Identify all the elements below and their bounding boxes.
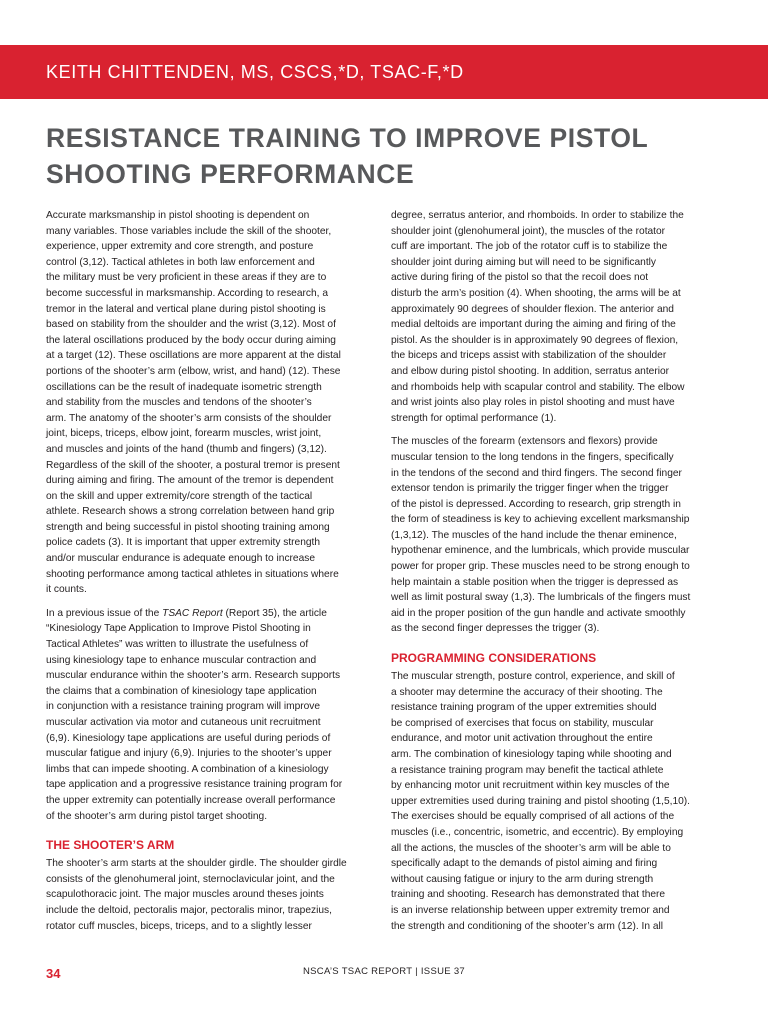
text-line: portions of the shooter’s arm (elbow, wrist, and hand) (12). These [46,365,341,377]
text-line: police cadets (3). It is important that upper extremity strength [46,537,321,549]
text-line: and muscles and joints of the hand (thumb and fingers) (3,12). [46,443,327,455]
text-line: and rhomboids help with scapular control and stability. The elbow [391,381,685,393]
text-line: medial deltoids are important during the aiming and firing of the [391,319,676,331]
text-line: approximately 90 degrees of shoulder flexion. The anterior and [391,303,674,315]
article-title [46,120,726,192]
text-line: strength and being successful in pistol shooting training among [46,521,330,533]
text-line: (1,3,12). The muscles of the hand include the thenar eminence, [391,529,677,541]
text-line: muscular fatigue and injury (6,9). Injuries to the shooter’s upper [46,748,332,760]
text-line: arm. The combination of kinesiology taping while shooting and [391,749,672,760]
text-line: the biceps and triceps assist with stabilization of the shoulder [391,350,667,362]
text-line: power for proper grip. These muscles need to be strong enough to [391,561,690,573]
text-line: is an inverse relationship between upper extremity tremor and [391,904,670,916]
text-line: and stability from the muscles and tendons of the shooter’s [46,397,312,409]
text-line: as the second finger depresses the trigger (3). [391,623,600,635]
text-line: (6,9). Kinesiology tape applications are useful during periods of [46,732,331,744]
section-heading: PROGRAMMING CONSIDERATIONS [391,651,597,666]
text-line: resistance training program of the upper extremities should [391,702,657,714]
text-line: cuff are important. The job of the rotator cuff is to stabilize the [391,241,668,253]
text-line: shoulder joint (glenohumeral joint), the muscles of the rotator [391,225,666,237]
text-line: help maintain a stable position when the trigger is depressed as [391,576,679,588]
author-banner [0,45,768,99]
text-line: include the deltoid, pectoralis major, pectoralis minor, trapezius, [46,904,332,916]
text-line: degree, serratus anterior, and rhomboids. In order to stabilize the [391,210,684,221]
text-line: shooting performance among tactical athletes in situations where [46,568,339,580]
publication-title: TSAC Report [162,607,223,619]
text-line: scapulothoracic joint. The major muscles around theses joints [46,889,324,901]
footer-publication: NSCA’S TSAC REPORT | ISSUE 37 [303,966,465,977]
author-name: KEITH CHITTENDEN, MS, CSCS,*D, TSAC-F,*D [46,62,464,82]
text-line: control (3,12). Tactical athletes in both law enforcement and [46,256,315,268]
text-line: a resistance training program may benefit the tactical athlete [391,764,664,776]
text-line: hypothenar eminence, and the lumbricals, which provide muscular [391,545,690,557]
paragraph [391,434,723,637]
text-line: be comprised of exercises that focus on stability, muscular [391,717,654,729]
text-line: muscular endurance within the shooter’s arm. Research supports [46,670,341,682]
text-line: pistol. As the shoulder is in approximately 90 degrees of flexion, [391,334,679,346]
paragraph [46,606,378,824]
text-line: The exercises should be equally comprised of all actions of the [391,811,675,823]
text-line: athlete. Research shows a strong correlation between hand grip [46,506,335,518]
text-line: arm. The anatomy of the shooter’s arm consists of the shoulder [46,412,332,424]
text-line: consists of the glenohumeral joint, sternoclavicular joint, and the [46,873,335,885]
text-line: on the skill and upper extremity/core strength of the tactical [46,490,313,502]
text-line: the claims that a combination of kinesiology tape application [46,685,317,697]
text-line: upper extremities used during training and pistol shooting (1,5,10). [391,795,691,807]
text-line: in conjunction with a resistance training program will improve [46,701,321,713]
text-line: Accurate marksmanship in pistol shooting is dependent on [46,210,310,221]
text-line: at a target (12). These oscillations are more apparent at the distal [46,350,341,362]
text-line: become successful in marksmanship. According to research, a [46,287,328,299]
text-line: muscular tension to the long tendons in the fingers, specifically [391,451,674,463]
text-line: it counts. [46,584,87,596]
text-line: training and shooting. Research has demonstrated that there [391,889,666,901]
text-line: strength for optimal performance (1). [391,412,557,424]
text-line: well as limit postural sway (1,3). The lumbricals of the fingers must [391,592,691,604]
text-line: all the actions, the muscles of the shooter’s arm will be able to [391,842,671,854]
text-line: “Kinesiology Tape Application to Improve Pistol Shooting in [46,623,311,635]
text-line: many variables. Those variables include the skill of the shooter, [46,225,332,237]
text-line: of the pistol is depressed. According to research, grip strength in [391,498,681,510]
text-line: and/or muscular endurance is adequate enough to increase [46,553,316,565]
text-line: Regardless of the skill of the shooter, a postural tremor is present [46,459,340,471]
text-line: extensor tendon is primarily the trigger finger when the trigger [391,483,669,495]
paragraph [391,208,723,426]
text-line: The shooter’s arm starts at the shoulder girdle. The shoulder girdle [46,858,347,870]
text-line: The muscular strength, posture control, experience, and skill of [391,671,675,683]
text-line: during aiming and firing. The amount of the tremor is dependent [46,475,334,487]
right-column [391,208,723,942]
left-column [46,208,378,942]
text-line: the strength and conditioning of the shooter’s arm (12). In all [391,920,664,932]
text-line: joint, biceps, triceps, elbow joint, forearm muscles, wrist joint, [46,428,322,440]
text-line: disturb the arm’s position (4). When shooting, the arms will be at [391,287,681,299]
title-line: SHOOTING PERFORMANCE [46,159,415,189]
paragraph [46,856,378,934]
text-line: Tactical Athletes” was written to illustrate the usefulness of [46,639,309,651]
section-heading: THE SHOOTER’S ARM [46,838,175,853]
text-line: the military must be very proficient in these areas if they are to [46,272,327,284]
text-line: endurance, and motor unit activation throughout the entire [391,733,653,745]
text-line: limbs that can impede shooting. A combination of a kinesiology [46,763,329,775]
text-line: based on stability from the shoulder and the wrist (3,12). Most of [46,319,336,331]
text-line: active during firing of the pistol so that the recoil does not [391,272,649,284]
text-line: using kinesiology tape to enhance muscular contraction and [46,654,317,666]
text-line: aid in the proper position of the gun handle and activate smoothly [391,607,686,619]
text-line: rotator cuff muscles, biceps, triceps, and to a slightly lesser [46,920,312,932]
text-line: oscillations can be the result of inadequate isometric strength [46,381,322,393]
paragraph-lines [46,621,378,824]
text-line: specifically adapt to the demands of pistol aiming and firing [391,858,658,870]
text-line: muscles (i.e., concentric, isometric, and eccentric). By employing [391,826,684,838]
text-line: muscular activation via motor and cutaneous unit recruitment [46,717,321,728]
text-line: experience, upper extremity and core strength, and posture [46,241,314,253]
text-line: In a previous issue of the TSAC Report (Report 35), the article [46,607,327,619]
text-line: the lateral oscillations produced by the body occur during aiming [46,334,336,346]
text-line: by enhancing motor unit recruitment within key muscles of the [391,780,670,792]
text-line: tape application and a progressive resistance training program for [46,779,343,791]
paragraph [46,208,378,598]
text-line: The muscles of the forearm (extensors and flexors) provide [391,436,658,448]
text-line: without causing fatigue or injury to the arm during strength [391,873,654,885]
paragraph [391,669,723,934]
page-number: 34 [46,966,61,981]
text-line: and elbow during pistol shooting. In addition, serratus anterior [391,365,670,377]
text-line: a shooter may determine the accuracy of their shooting. The [391,686,663,698]
text-line: the form of steadiness is key to achieving excellent marksmanship [391,514,690,526]
text-line: in the tendons of the second and third fingers. The second finger [391,467,682,479]
text-line: shoulder joint during aiming but will need to be significantly [391,256,657,268]
title-line: RESISTANCE TRAINING TO IMPROVE PISTOL [46,123,649,153]
text-line: tremor in the lateral and vertical plane during pistol shooting is [46,303,326,315]
text-line: the upper extremity can potentially increase overall performance [46,794,336,806]
text-line: of the shooter’s arm during pistol target shooting. [46,810,268,822]
text-line: and wrist joints also play roles in pistol shooting and must have [391,397,675,409]
